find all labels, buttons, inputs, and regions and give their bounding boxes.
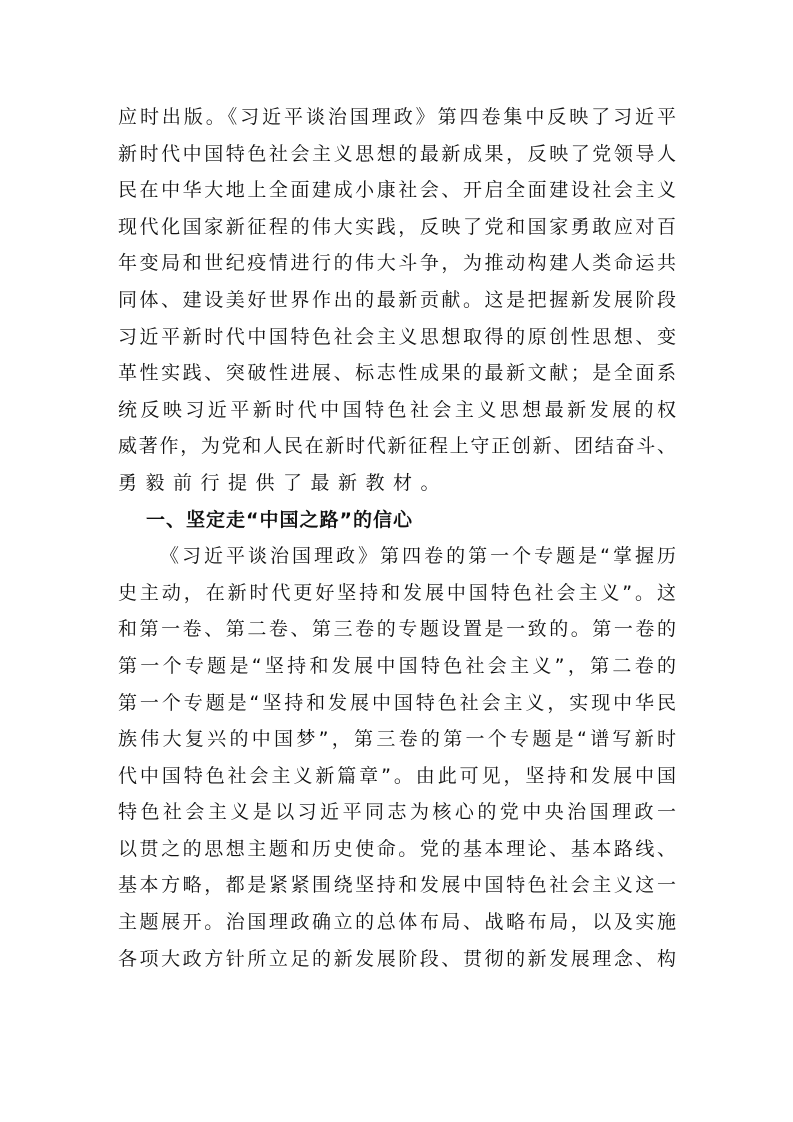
text-line: 史主动，在新时代更好坚持和发展中国特色社会主义”。这 [118,581,676,604]
text-line: 主题展开。治国理政确立的总体布局、战略布局，以及实施 [118,911,676,934]
text-line: 第一个专题是“坚持和发展中国特色社会主义，实现中华民 [118,691,676,714]
section-heading: 一、坚定走“中国之路”的信心 [146,508,413,531]
text-line: 和第一卷、第二卷、第三卷的专题设置是一致的。第一卷的 [118,618,676,641]
text-line: 威著作，为党和人民在新时代新征程上守正创新、团结奋斗、 [118,435,676,458]
text-line: 习近平新时代中国特色社会主义思想取得的原创性思想、变 [118,325,676,348]
text-line: 统反映习近平新时代中国特色社会主义思想最新发展的权 [118,398,676,421]
text-line: 族伟大复兴的中国梦”，第三卷的第一个专题是“谱写新时 [118,728,676,751]
text-line: 基本方略，都是紧紧围绕坚持和发展中国特色社会主义这一 [118,874,676,897]
text-line: 年变局和世纪疫情进行的伟大斗争，为推动构建人类命运共 [118,252,676,275]
text-line: 现代化国家新征程的伟大实践，反映了党和国家勇敢应对百 [118,215,676,238]
text-line: 勇毅前行提供了最新教材。 [118,471,449,494]
text-line: 代中国特色社会主义新篇章”。由此可见，坚持和发展中国 [118,764,676,787]
text-line: 第一个专题是“坚持和发展中国特色社会主义”，第二卷的 [118,654,676,677]
text-line: 同体、建设美好世界作出的最新贡献。这是把握新发展阶段 [118,288,676,311]
text-line: 各项大政方针所立足的新发展阶段、贯彻的新发展理念、构 [118,947,676,970]
text-line: 特色社会主义是以习近平同志为核心的党中央治国理政一 [118,801,676,824]
paragraph-1 [118,99,676,502]
text-line: 革性实践、突破性进展、标志性成果的最新文献；是全面系 [118,362,676,385]
document-page [118,99,676,977]
text-line: 以贯之的思想主题和历史使命。党的基本理论、基本路线、 [118,837,676,860]
paragraph-2 [118,538,676,977]
text-line: 民在中华大地上全面建成小康社会、开启全面建设社会主义 [118,179,676,202]
text-line: 《习近平谈治国理政》第四卷的第一个专题是“掌握历 [160,545,676,568]
text-line: 应时出版。《习近平谈治国理政》第四卷集中反映了习近平 [118,106,676,128]
text-line: 新时代中国特色社会主义思想的最新成果，反映了党领导人 [118,142,676,165]
